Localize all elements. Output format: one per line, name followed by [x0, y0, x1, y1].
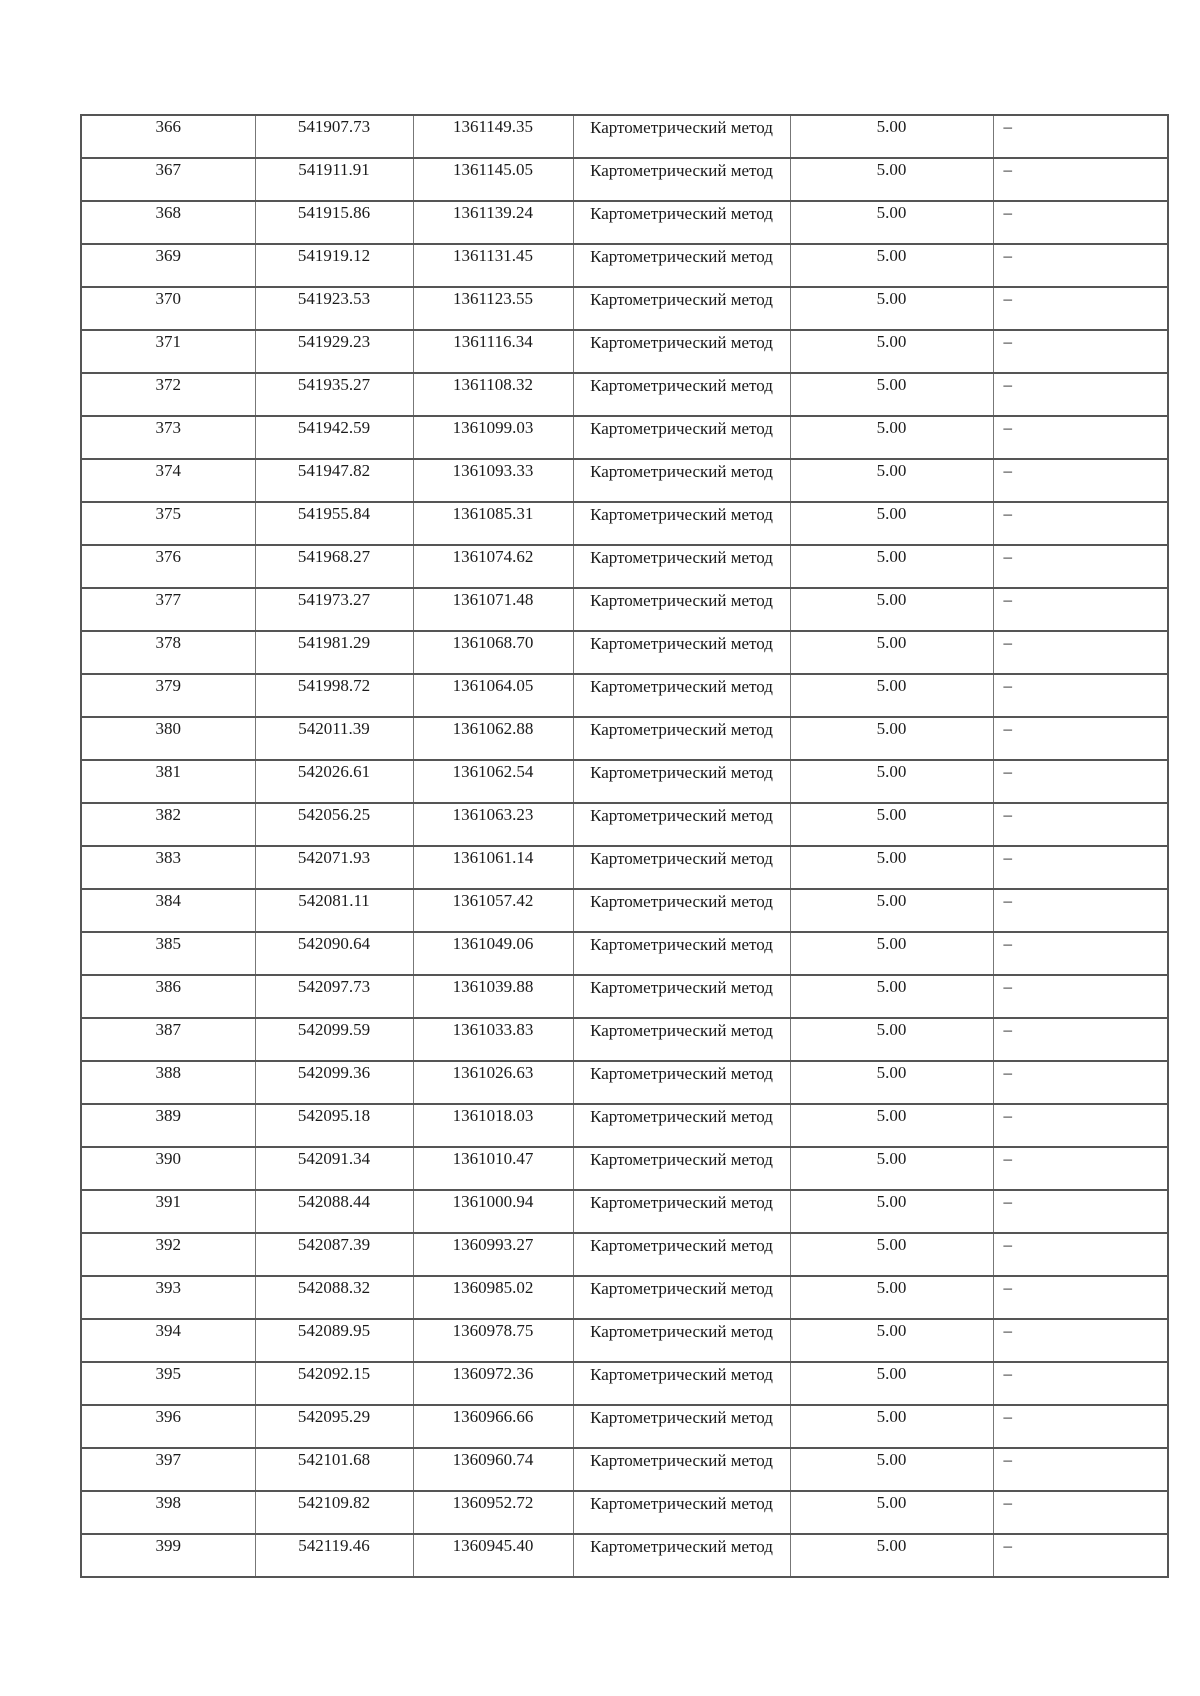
y-coordinate-cell: 1361131.45 [413, 244, 573, 287]
note-cell: – [993, 889, 1168, 932]
accuracy-cell: 5.00 [790, 1018, 993, 1061]
table-row [81, 1319, 1168, 1362]
point-number-cell: 383 [81, 846, 255, 889]
x-coordinate-cell: 541911.91 [255, 158, 413, 201]
x-coordinate-cell: 541973.27 [255, 588, 413, 631]
table-row [81, 846, 1168, 889]
method-cell: Картометрический метод [573, 115, 790, 158]
table-row [81, 287, 1168, 330]
y-coordinate-cell: 1361062.88 [413, 717, 573, 760]
y-coordinate-cell: 1361071.48 [413, 588, 573, 631]
accuracy-cell: 5.00 [790, 545, 993, 588]
note-cell: – [993, 1491, 1168, 1534]
table-row [81, 373, 1168, 416]
note-cell: – [993, 1061, 1168, 1104]
y-coordinate-cell: 1360966.66 [413, 1405, 573, 1448]
note-cell: – [993, 459, 1168, 502]
point-number-cell: 381 [81, 760, 255, 803]
y-coordinate-cell: 1361085.31 [413, 502, 573, 545]
x-coordinate-cell: 542089.95 [255, 1319, 413, 1362]
y-coordinate-cell: 1360960.74 [413, 1448, 573, 1491]
point-number-cell: 389 [81, 1104, 255, 1147]
point-number-cell: 393 [81, 1276, 255, 1319]
accuracy-cell: 5.00 [790, 631, 993, 674]
y-coordinate-cell: 1361123.55 [413, 287, 573, 330]
note-cell: – [993, 373, 1168, 416]
x-coordinate-cell: 542081.11 [255, 889, 413, 932]
x-coordinate-cell: 542095.29 [255, 1405, 413, 1448]
point-number-cell: 395 [81, 1362, 255, 1405]
note-cell: – [993, 1319, 1168, 1362]
x-coordinate-cell: 542095.18 [255, 1104, 413, 1147]
y-coordinate-cell: 1361057.42 [413, 889, 573, 932]
y-coordinate-cell: 1361049.06 [413, 932, 573, 975]
point-number-cell: 385 [81, 932, 255, 975]
x-coordinate-cell: 542088.44 [255, 1190, 413, 1233]
method-cell: Картометрический метод [573, 1534, 790, 1577]
table-row [81, 631, 1168, 674]
accuracy-cell: 5.00 [790, 287, 993, 330]
method-cell: Картометрический метод [573, 1147, 790, 1190]
method-cell: Картометрический метод [573, 717, 790, 760]
method-cell: Картометрический метод [573, 416, 790, 459]
accuracy-cell: 5.00 [790, 459, 993, 502]
accuracy-cell: 5.00 [790, 1319, 993, 1362]
table-row [81, 1018, 1168, 1061]
accuracy-cell: 5.00 [790, 674, 993, 717]
point-number-cell: 372 [81, 373, 255, 416]
method-cell: Картометрический метод [573, 1491, 790, 1534]
point-number-cell: 377 [81, 588, 255, 631]
method-cell: Картометрический метод [573, 1104, 790, 1147]
table-row [81, 674, 1168, 717]
y-coordinate-cell: 1361039.88 [413, 975, 573, 1018]
point-number-cell: 367 [81, 158, 255, 201]
accuracy-cell: 5.00 [790, 1534, 993, 1577]
method-cell: Картометрический метод [573, 1319, 790, 1362]
y-coordinate-cell: 1361149.35 [413, 115, 573, 158]
x-coordinate-cell: 541947.82 [255, 459, 413, 502]
note-cell: – [993, 158, 1168, 201]
method-cell: Картометрический метод [573, 1405, 790, 1448]
note-cell: – [993, 1276, 1168, 1319]
note-cell: – [993, 1448, 1168, 1491]
point-number-cell: 373 [81, 416, 255, 459]
accuracy-cell: 5.00 [790, 1405, 993, 1448]
method-cell: Картометрический метод [573, 1448, 790, 1491]
x-coordinate-cell: 542056.25 [255, 803, 413, 846]
table-row [81, 1276, 1168, 1319]
accuracy-cell: 5.00 [790, 201, 993, 244]
accuracy-cell: 5.00 [790, 760, 993, 803]
x-coordinate-cell: 541935.27 [255, 373, 413, 416]
method-cell: Картометрический метод [573, 760, 790, 803]
x-coordinate-cell: 542099.36 [255, 1061, 413, 1104]
table-row [81, 1448, 1168, 1491]
table-row [81, 1147, 1168, 1190]
table-row [81, 416, 1168, 459]
note-cell: – [993, 975, 1168, 1018]
note-cell: – [993, 1104, 1168, 1147]
accuracy-cell: 5.00 [790, 115, 993, 158]
accuracy-cell: 5.00 [790, 846, 993, 889]
y-coordinate-cell: 1361061.14 [413, 846, 573, 889]
method-cell: Картометрический метод [573, 932, 790, 975]
x-coordinate-cell: 542011.39 [255, 717, 413, 760]
x-coordinate-cell: 541907.73 [255, 115, 413, 158]
point-number-cell: 396 [81, 1405, 255, 1448]
accuracy-cell: 5.00 [790, 803, 993, 846]
point-number-cell: 384 [81, 889, 255, 932]
x-coordinate-cell: 542026.61 [255, 760, 413, 803]
point-number-cell: 394 [81, 1319, 255, 1362]
accuracy-cell: 5.00 [790, 1147, 993, 1190]
note-cell: – [993, 287, 1168, 330]
point-number-cell: 397 [81, 1448, 255, 1491]
note-cell: – [993, 502, 1168, 545]
method-cell: Картометрический метод [573, 545, 790, 588]
point-number-cell: 390 [81, 1147, 255, 1190]
y-coordinate-cell: 1361145.05 [413, 158, 573, 201]
table-row [81, 803, 1168, 846]
note-cell: – [993, 1190, 1168, 1233]
point-number-cell: 370 [81, 287, 255, 330]
table-row [81, 1491, 1168, 1534]
y-coordinate-cell: 1360952.72 [413, 1491, 573, 1534]
note-cell: – [993, 674, 1168, 717]
point-number-cell: 399 [81, 1534, 255, 1577]
point-number-cell: 382 [81, 803, 255, 846]
note-cell: – [993, 416, 1168, 459]
x-coordinate-cell: 542087.39 [255, 1233, 413, 1276]
point-number-cell: 366 [81, 115, 255, 158]
x-coordinate-cell: 542088.32 [255, 1276, 413, 1319]
method-cell: Картометрический метод [573, 244, 790, 287]
y-coordinate-cell: 1361068.70 [413, 631, 573, 674]
y-coordinate-cell: 1361033.83 [413, 1018, 573, 1061]
x-coordinate-cell: 541929.23 [255, 330, 413, 373]
x-coordinate-cell: 541955.84 [255, 502, 413, 545]
x-coordinate-cell: 542099.59 [255, 1018, 413, 1061]
point-number-cell: 380 [81, 717, 255, 760]
accuracy-cell: 5.00 [790, 158, 993, 201]
point-number-cell: 388 [81, 1061, 255, 1104]
accuracy-cell: 5.00 [790, 1104, 993, 1147]
method-cell: Картометрический метод [573, 1276, 790, 1319]
method-cell: Картометрический метод [573, 1061, 790, 1104]
table-row [81, 244, 1168, 287]
note-cell: – [993, 846, 1168, 889]
note-cell: – [993, 244, 1168, 287]
y-coordinate-cell: 1361099.03 [413, 416, 573, 459]
x-coordinate-cell: 542091.34 [255, 1147, 413, 1190]
table-row [81, 502, 1168, 545]
accuracy-cell: 5.00 [790, 330, 993, 373]
y-coordinate-cell: 1361108.32 [413, 373, 573, 416]
note-cell: – [993, 330, 1168, 373]
method-cell: Картометрический метод [573, 631, 790, 674]
coordinates-sheet [80, 114, 1167, 1578]
method-cell: Картометрический метод [573, 1362, 790, 1405]
note-cell: – [993, 545, 1168, 588]
table-row [81, 1405, 1168, 1448]
coordinates-table [80, 114, 1169, 1578]
accuracy-cell: 5.00 [790, 416, 993, 459]
table-row [81, 1362, 1168, 1405]
y-coordinate-cell: 1361018.03 [413, 1104, 573, 1147]
point-number-cell: 392 [81, 1233, 255, 1276]
method-cell: Картометрический метод [573, 1233, 790, 1276]
table-row [81, 1104, 1168, 1147]
table-row [81, 932, 1168, 975]
point-number-cell: 374 [81, 459, 255, 502]
table-row [81, 1190, 1168, 1233]
point-number-cell: 398 [81, 1491, 255, 1534]
accuracy-cell: 5.00 [790, 975, 993, 1018]
accuracy-cell: 5.00 [790, 502, 993, 545]
method-cell: Картометрический метод [573, 975, 790, 1018]
method-cell: Картометрический метод [573, 889, 790, 932]
note-cell: – [993, 115, 1168, 158]
point-number-cell: 375 [81, 502, 255, 545]
method-cell: Картометрический метод [573, 588, 790, 631]
table-row [81, 1534, 1168, 1577]
accuracy-cell: 5.00 [790, 373, 993, 416]
y-coordinate-cell: 1361139.24 [413, 201, 573, 244]
x-coordinate-cell: 541981.29 [255, 631, 413, 674]
y-coordinate-cell: 1361093.33 [413, 459, 573, 502]
table-row [81, 975, 1168, 1018]
note-cell: – [993, 803, 1168, 846]
accuracy-cell: 5.00 [790, 1362, 993, 1405]
accuracy-cell: 5.00 [790, 1061, 993, 1104]
table-row [81, 459, 1168, 502]
method-cell: Картометрический метод [573, 459, 790, 502]
y-coordinate-cell: 1361000.94 [413, 1190, 573, 1233]
note-cell: – [993, 201, 1168, 244]
table-row [81, 158, 1168, 201]
x-coordinate-cell: 542092.15 [255, 1362, 413, 1405]
y-coordinate-cell: 1361010.47 [413, 1147, 573, 1190]
note-cell: – [993, 717, 1168, 760]
y-coordinate-cell: 1361063.23 [413, 803, 573, 846]
accuracy-cell: 5.00 [790, 588, 993, 631]
method-cell: Картометрический метод [573, 502, 790, 545]
y-coordinate-cell: 1361064.05 [413, 674, 573, 717]
x-coordinate-cell: 542119.46 [255, 1534, 413, 1577]
x-coordinate-cell: 542097.73 [255, 975, 413, 1018]
table-row [81, 1233, 1168, 1276]
y-coordinate-cell: 1360945.40 [413, 1534, 573, 1577]
y-coordinate-cell: 1361116.34 [413, 330, 573, 373]
note-cell: – [993, 1018, 1168, 1061]
x-coordinate-cell: 541919.12 [255, 244, 413, 287]
note-cell: – [993, 1534, 1168, 1577]
y-coordinate-cell: 1361062.54 [413, 760, 573, 803]
method-cell: Картометрический метод [573, 330, 790, 373]
note-cell: – [993, 932, 1168, 975]
table-row [81, 588, 1168, 631]
method-cell: Картометрический метод [573, 373, 790, 416]
method-cell: Картометрический метод [573, 158, 790, 201]
table-row [81, 330, 1168, 373]
note-cell: – [993, 1362, 1168, 1405]
x-coordinate-cell: 542090.64 [255, 932, 413, 975]
x-coordinate-cell: 541968.27 [255, 545, 413, 588]
accuracy-cell: 5.00 [790, 932, 993, 975]
table-row [81, 115, 1168, 158]
method-cell: Картометрический метод [573, 846, 790, 889]
x-coordinate-cell: 542071.93 [255, 846, 413, 889]
y-coordinate-cell: 1360978.75 [413, 1319, 573, 1362]
accuracy-cell: 5.00 [790, 244, 993, 287]
table-body [81, 115, 1168, 1577]
accuracy-cell: 5.00 [790, 1448, 993, 1491]
point-number-cell: 369 [81, 244, 255, 287]
point-number-cell: 371 [81, 330, 255, 373]
point-number-cell: 378 [81, 631, 255, 674]
x-coordinate-cell: 542109.82 [255, 1491, 413, 1534]
accuracy-cell: 5.00 [790, 1190, 993, 1233]
y-coordinate-cell: 1360985.02 [413, 1276, 573, 1319]
method-cell: Картометрический метод [573, 674, 790, 717]
point-number-cell: 391 [81, 1190, 255, 1233]
x-coordinate-cell: 541998.72 [255, 674, 413, 717]
point-number-cell: 379 [81, 674, 255, 717]
method-cell: Картометрический метод [573, 803, 790, 846]
point-number-cell: 368 [81, 201, 255, 244]
method-cell: Картометрический метод [573, 287, 790, 330]
x-coordinate-cell: 541942.59 [255, 416, 413, 459]
note-cell: – [993, 760, 1168, 803]
accuracy-cell: 5.00 [790, 889, 993, 932]
note-cell: – [993, 1405, 1168, 1448]
accuracy-cell: 5.00 [790, 1233, 993, 1276]
accuracy-cell: 5.00 [790, 717, 993, 760]
y-coordinate-cell: 1360993.27 [413, 1233, 573, 1276]
x-coordinate-cell: 541923.53 [255, 287, 413, 330]
method-cell: Картометрический метод [573, 1190, 790, 1233]
note-cell: – [993, 588, 1168, 631]
method-cell: Картометрический метод [573, 201, 790, 244]
table-row [81, 717, 1168, 760]
y-coordinate-cell: 1360972.36 [413, 1362, 573, 1405]
x-coordinate-cell: 541915.86 [255, 201, 413, 244]
x-coordinate-cell: 542101.68 [255, 1448, 413, 1491]
table-row [81, 760, 1168, 803]
method-cell: Картометрический метод [573, 1018, 790, 1061]
table-row [81, 889, 1168, 932]
table-row [81, 1061, 1168, 1104]
point-number-cell: 376 [81, 545, 255, 588]
point-number-cell: 386 [81, 975, 255, 1018]
accuracy-cell: 5.00 [790, 1276, 993, 1319]
note-cell: – [993, 1147, 1168, 1190]
y-coordinate-cell: 1361026.63 [413, 1061, 573, 1104]
accuracy-cell: 5.00 [790, 1491, 993, 1534]
table-row [81, 201, 1168, 244]
note-cell: – [993, 1233, 1168, 1276]
note-cell: – [993, 631, 1168, 674]
point-number-cell: 387 [81, 1018, 255, 1061]
y-coordinate-cell: 1361074.62 [413, 545, 573, 588]
table-row [81, 545, 1168, 588]
